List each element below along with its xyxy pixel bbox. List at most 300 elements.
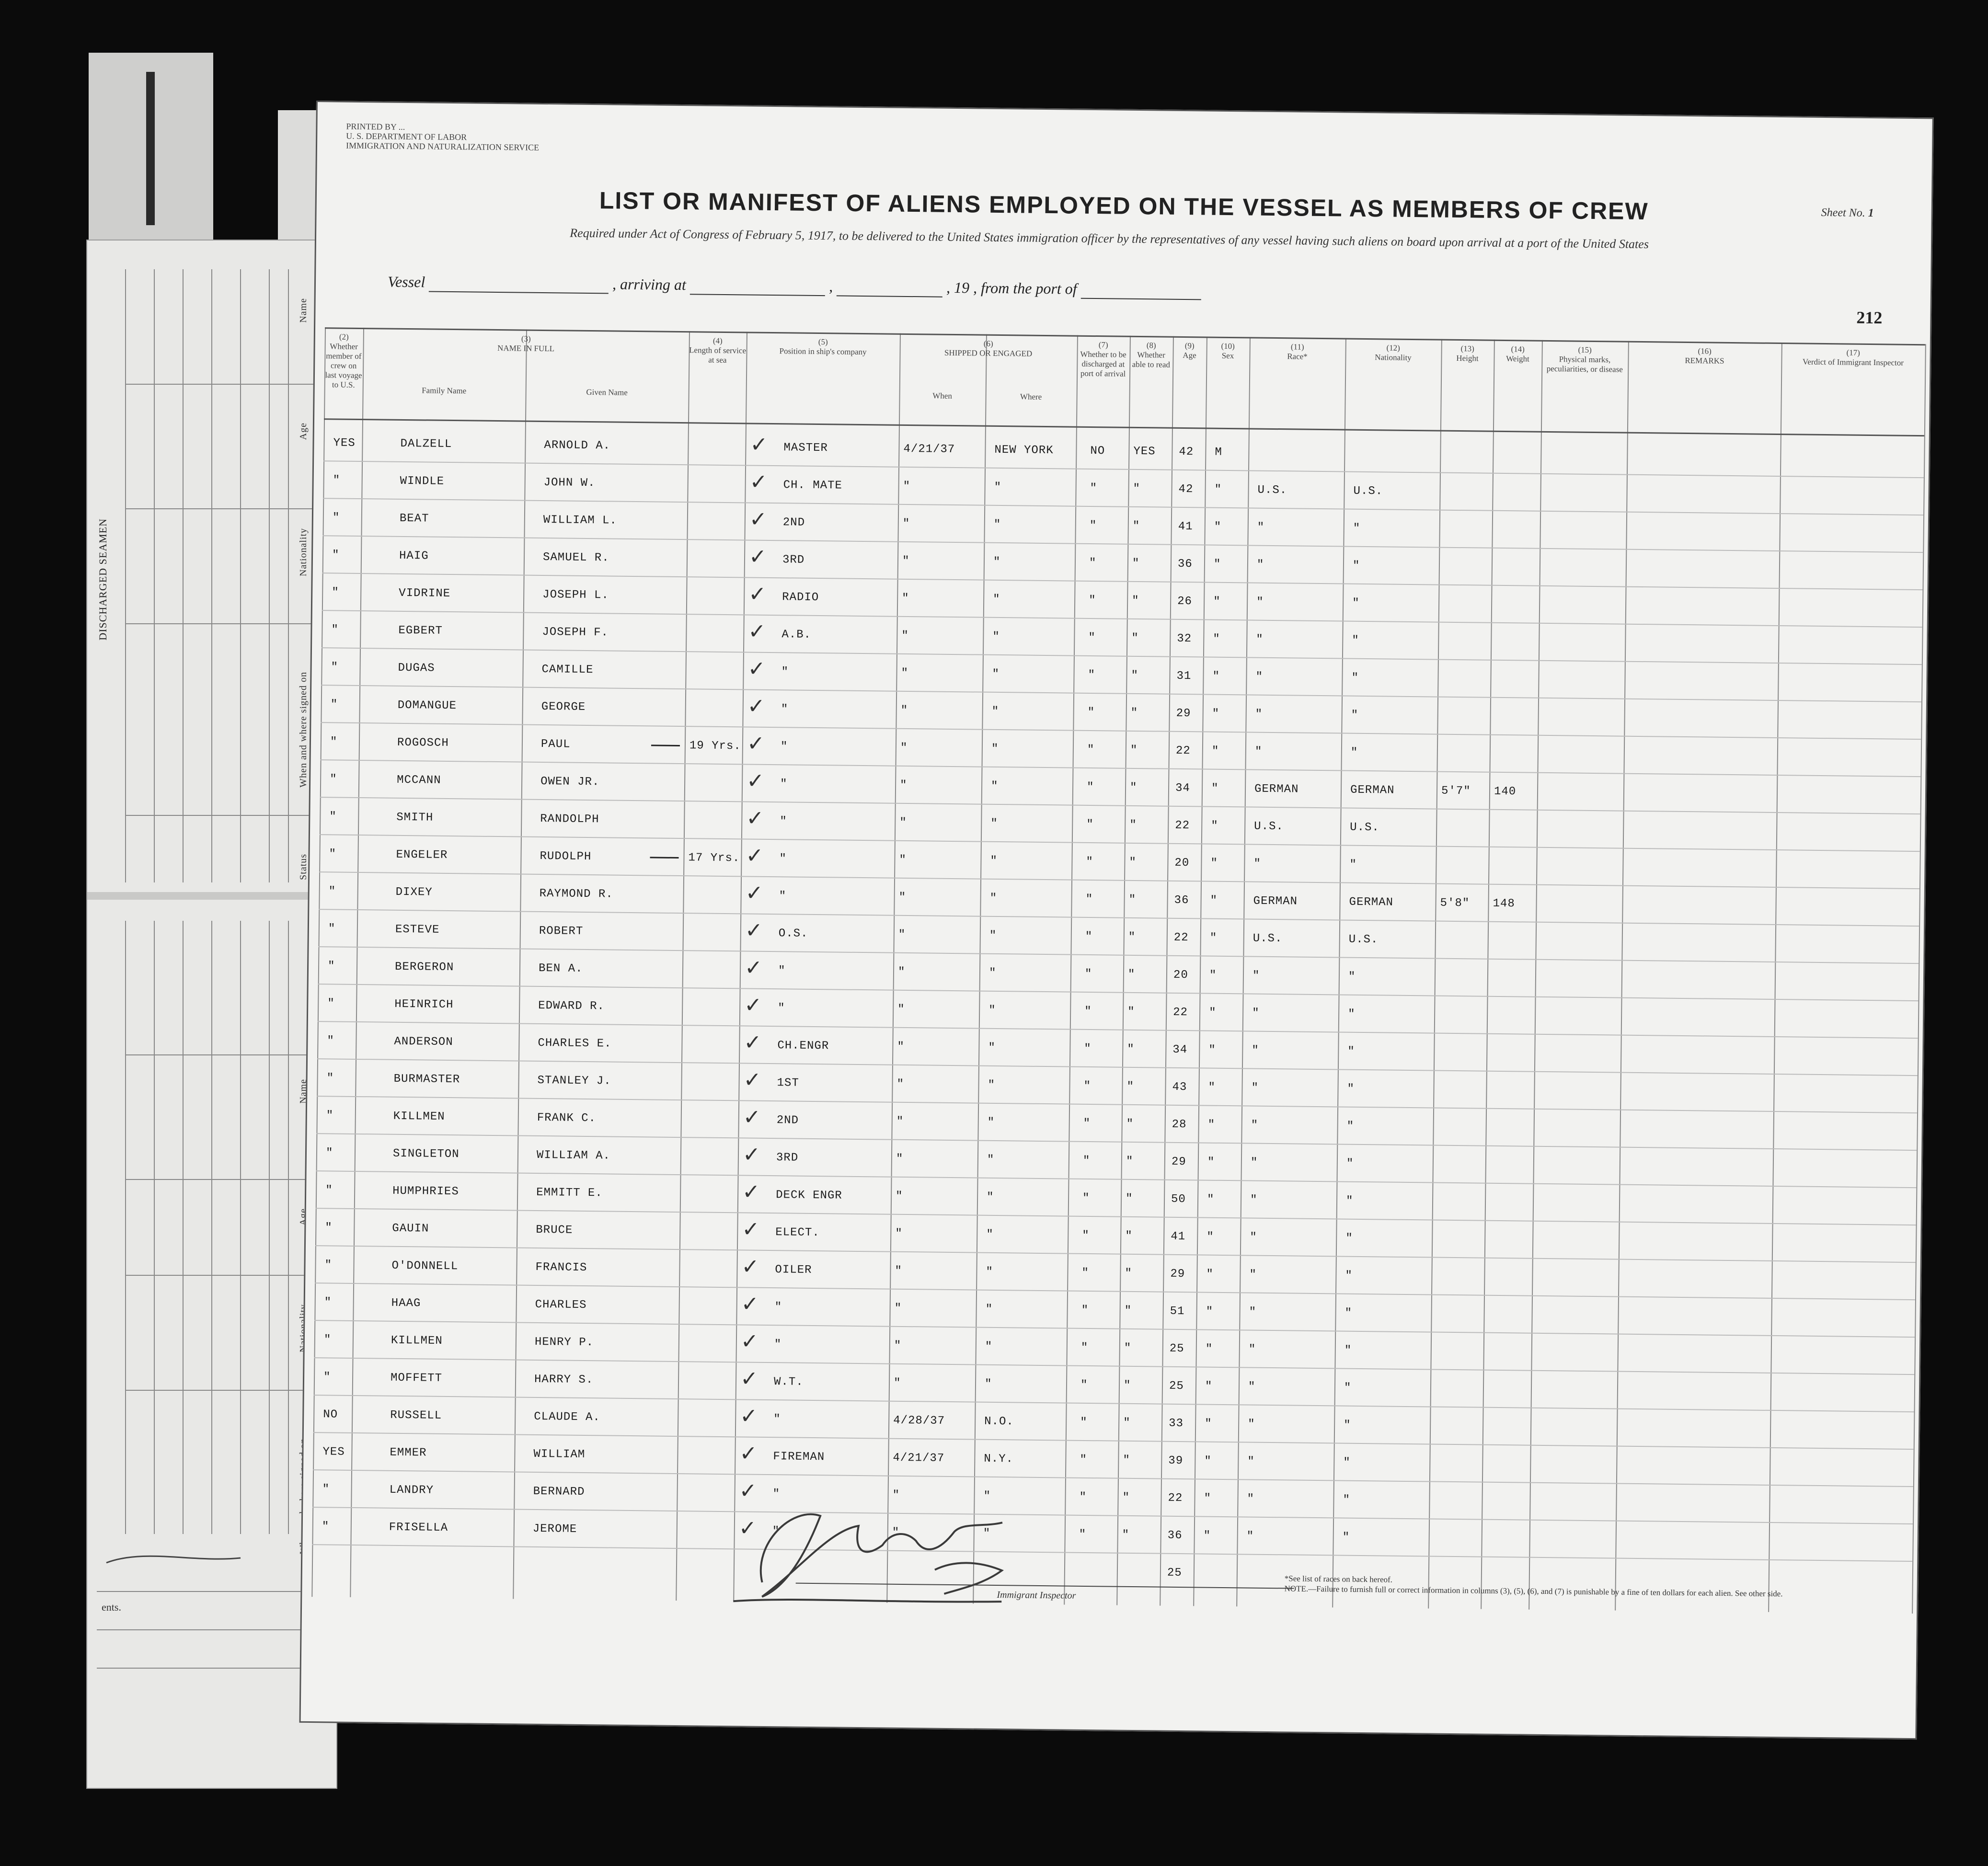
cell-read: " (1123, 1379, 1131, 1392)
cell-age: 26 (1177, 595, 1193, 608)
cell-age: 22 (1173, 1006, 1188, 1019)
cell-age: 42 (1178, 482, 1194, 496)
arriving-port-field (690, 281, 826, 296)
cell-sex: " (1210, 857, 1218, 870)
cell-sex: " (1205, 1417, 1212, 1431)
cell-age: 33 (1169, 1417, 1184, 1431)
cell-when: " (895, 1264, 903, 1278)
cell-nationality: U.S. (1350, 821, 1379, 835)
cell-nationality: " (1349, 858, 1357, 871)
cell-when: 4/21/37 (893, 1451, 945, 1465)
cell-family: ESTEVE (395, 923, 440, 937)
cell-discharged: " (1088, 668, 1096, 682)
cell-nationality: GERMAN (1349, 895, 1394, 909)
cell-position: " (781, 703, 789, 716)
column-header-label: Family Name (422, 386, 467, 396)
cell-prev: NO (323, 1408, 338, 1421)
printer-line-3: IMMIGRATION AND NATURALIZATION SERVICE (345, 140, 540, 152)
cell-when: " (902, 517, 910, 531)
cell-age: 41 (1171, 1230, 1186, 1244)
cell-nationality: " (1344, 1419, 1351, 1432)
cell-where: NEW YORK (994, 443, 1054, 458)
cell-read: " (1129, 856, 1137, 870)
cell-nationality: " (1344, 1381, 1352, 1395)
column-header (986, 392, 1077, 402)
cell-where: " (983, 1527, 991, 1540)
cell-position: 3RD (776, 1151, 799, 1165)
cell-given: GEORGE (541, 700, 586, 714)
cell-nationality: " (1351, 709, 1359, 722)
cell-when: " (900, 704, 908, 718)
cell-when: " (896, 1115, 904, 1128)
cell-discharged: " (1084, 1042, 1092, 1056)
cell-nationality: " (1352, 559, 1360, 572)
cell-given: PAUL (540, 737, 571, 751)
cell-given: CAMILLE (541, 663, 594, 677)
cell-sex: " (1211, 819, 1218, 833)
column-header-label: NAME IN FULL (497, 343, 555, 354)
cell-race: " (1256, 558, 1264, 572)
cell-when: " (901, 666, 909, 680)
cell-given: CHARLES (535, 1298, 587, 1312)
cell-nationality: " (1346, 1120, 1355, 1133)
cell-service: 19 Yrs. (689, 739, 741, 753)
cell-prev: " (331, 661, 339, 674)
checkmark-icon: ✓ (741, 1292, 759, 1317)
column-header-number: (17) (1846, 348, 1860, 357)
column-header (1172, 341, 1206, 361)
column-header-label: Given Name (586, 387, 628, 397)
cell-race: GERMAN (1253, 894, 1298, 908)
cell-discharged: " (1086, 855, 1093, 869)
checkmark-icon: ✓ (743, 1105, 761, 1130)
printer-line-2: U. S. DEPARTMENT OF LABOR (346, 131, 467, 142)
cell-prev: " (325, 1146, 333, 1160)
cell-position: RADIO (782, 591, 819, 605)
cell-where: " (992, 667, 1000, 681)
checkmark-icon: ✓ (746, 806, 764, 831)
cell-read: " (1127, 1005, 1135, 1019)
cell-read: " (1127, 1042, 1135, 1056)
cell-age: 34 (1175, 781, 1191, 795)
column-header (324, 332, 363, 390)
cell-discharged: " (1090, 481, 1098, 495)
cell-prev: " (330, 735, 338, 749)
cell-prev: " (329, 847, 337, 861)
cell-race: " (1249, 1305, 1257, 1319)
column-header-label: Whether able to read (1132, 350, 1171, 369)
cell-age: 34 (1172, 1043, 1188, 1057)
cell-position: " (773, 1413, 781, 1426)
cell-when: " (898, 891, 907, 904)
cell-sex: " (1208, 1043, 1216, 1057)
from-port-label: from the port of (980, 279, 1077, 298)
cell-prev: " (327, 1034, 334, 1048)
cell-when: " (902, 554, 910, 568)
cell-discharged: " (1088, 631, 1096, 645)
column-header-label: REMARKS (1685, 355, 1724, 366)
cell-given: RAYMOND R. (539, 887, 613, 901)
cell-race: U.S. (1257, 483, 1287, 497)
footnote-penalty: NOTE.—Failure to furnish full or correct information in columns (3), (5), (6), and (7) is punishable by a fine of ten dollars for each alien. See other side. (1284, 1584, 1783, 1599)
cell-given: STANLEY J. (537, 1074, 611, 1088)
cell-when: " (899, 853, 907, 867)
cell-given: RANDOLPH (540, 812, 599, 826)
vessel-label: Vessel (387, 273, 425, 291)
cell-sex: " (1209, 969, 1217, 982)
arrival-date-field (837, 282, 942, 297)
sheet-number-label: Sheet No. (1821, 206, 1865, 219)
cell-prev: " (329, 810, 337, 824)
cell-age: 36 (1167, 1529, 1183, 1543)
column-header-label: Physical marks, peculiarities, or disease (1546, 355, 1623, 374)
cell-given: OWEN JR. (540, 775, 600, 789)
cell-when: " (897, 1040, 905, 1053)
cell-prev: " (325, 1184, 333, 1197)
back-footer-text: ents. (102, 1601, 121, 1613)
checkmark-icon: ✓ (740, 1366, 758, 1391)
cell-given: FRANK C. (537, 1111, 597, 1125)
cell-given: EDWARD R. (538, 999, 605, 1013)
column-header (1628, 346, 1781, 366)
cell-nationality: " (1346, 1157, 1354, 1170)
cell-when: " (897, 1003, 905, 1016)
cell-position: " (781, 665, 789, 679)
cell-position: CH. MATE (783, 479, 843, 492)
cell-nationality: " (1345, 1269, 1353, 1282)
cell-position: " (772, 1488, 781, 1501)
from-port-field (1080, 285, 1201, 300)
cell-read: " (1131, 631, 1139, 645)
cell-position: ELECT. (775, 1226, 820, 1240)
printer-imprint (346, 122, 540, 152)
cell-read: " (1130, 706, 1138, 720)
year-label: 19 (954, 278, 970, 297)
checkmark-icon: ✓ (746, 843, 764, 868)
inspector-label: Immigrant Inspector (997, 1590, 1076, 1601)
pen-dash (651, 744, 680, 746)
cell-race: " (1251, 1119, 1259, 1132)
cell-given: JOHN W. (543, 476, 596, 490)
cell-race: " (1252, 1044, 1259, 1057)
checkmark-icon: ✓ (745, 918, 763, 943)
cell-nationality: " (1352, 634, 1359, 647)
cell-family: VIDRINE (399, 586, 451, 600)
column-header-label: Height (1456, 353, 1479, 363)
cell-family: SINGLETON (392, 1147, 460, 1161)
cell-discharged: " (1081, 1304, 1089, 1317)
cell-position: " (779, 852, 787, 866)
cell-discharged: " (1082, 1154, 1091, 1168)
cell-read: " (1126, 1155, 1134, 1168)
cell-sex: " (1204, 1454, 1212, 1468)
column-header-number: (16) (1698, 346, 1712, 356)
column-header (1249, 342, 1345, 362)
checkmark-icon: ✓ (749, 469, 768, 494)
cell-prev: " (324, 1259, 333, 1272)
cell-family: LANDRY (389, 1483, 434, 1497)
cell-prev: " (325, 1221, 333, 1235)
cell-age: 22 (1175, 744, 1191, 758)
cell-prev: " (327, 960, 335, 973)
cell-nationality: " (1342, 1531, 1350, 1544)
cell-discharged: " (1086, 818, 1094, 832)
cell-family: HAIG (399, 549, 429, 563)
footnote-races: *See list of races on back hereof. (1284, 1574, 1393, 1584)
checkmark-icon: ✓ (739, 1478, 757, 1503)
cell-given: JOSEPH F. (542, 625, 609, 640)
cell-prev: " (330, 698, 338, 711)
cell-given: EMMITT E. (536, 1186, 603, 1200)
cell-position: A.B. (781, 628, 812, 641)
cell-sex: " (1204, 1492, 1212, 1505)
cell-when: " (900, 741, 908, 755)
cell-sex: " (1214, 483, 1222, 496)
cell-when: " (895, 1227, 903, 1240)
cell-nationality: " (1347, 1045, 1355, 1058)
cell-race: " (1250, 1193, 1258, 1207)
back-label-age: Age (298, 423, 309, 440)
column-header (1345, 343, 1441, 363)
cell-when: " (899, 816, 907, 829)
cell-nationality: " (1348, 970, 1356, 984)
checkmark-icon: ✓ (739, 1441, 758, 1466)
cell-race: " (1256, 633, 1264, 646)
cell-where: " (985, 1340, 993, 1353)
cell-where: " (983, 1489, 991, 1503)
cell-discharged: " (1084, 1005, 1092, 1019)
cell-sex: " (1207, 1156, 1215, 1169)
cell-position: " (779, 890, 787, 903)
column-header-label: Verdict of Immigrant Inspector (1802, 357, 1904, 367)
cell-given: BEN A. (538, 962, 583, 975)
column-header-number: (7) (1098, 340, 1108, 350)
cell-race: " (1248, 1380, 1256, 1394)
cell-prev: " (326, 1072, 334, 1085)
manifest-page (299, 101, 1934, 1740)
cell-sex: " (1205, 1342, 1213, 1356)
cell-nationality: " (1350, 746, 1358, 759)
checkmark-icon: ✓ (745, 881, 763, 905)
cell-where: " (984, 1377, 992, 1391)
cell-discharged: " (1087, 743, 1095, 757)
column-header (1494, 344, 1541, 364)
cell-where: " (993, 555, 1001, 569)
back-sheet-lines (87, 240, 339, 1788)
column-header-number: (3) (521, 334, 531, 343)
cell-sex: " (1208, 1081, 1216, 1094)
cell-family: ROGOSCH (397, 736, 449, 750)
cell-where: " (985, 1303, 993, 1316)
cell-read: " (1132, 519, 1140, 533)
cell-family: HEINRICH (394, 997, 454, 1012)
cell-race: " (1248, 1343, 1256, 1356)
page-number: 212 (1856, 308, 1883, 328)
cell-age: 41 (1178, 520, 1193, 534)
cell-where: N.O. (984, 1415, 1014, 1429)
cell-discharged: " (1079, 1490, 1087, 1504)
column-header-label: Whether member of crew on last voyage to U.S. (325, 342, 362, 389)
cell-when: " (892, 1488, 900, 1502)
cell-prev: " (327, 997, 335, 1010)
cell-read: " (1132, 557, 1140, 571)
cell-when: " (893, 1376, 901, 1390)
cell-sex: " (1207, 1118, 1216, 1132)
cell-when: " (899, 778, 908, 792)
cell-race: " (1254, 745, 1263, 758)
cell-sex: " (1206, 1305, 1214, 1318)
checkmark-icon: ✓ (749, 507, 768, 532)
cell-family: DALZELL (400, 437, 452, 451)
printer-line-1: PRINTED BY ... (346, 121, 405, 132)
cell-position: " (780, 815, 787, 828)
cell-race: U.S. (1253, 932, 1283, 946)
cell-position: MASTER (783, 441, 828, 455)
back-label-nationality: Nationality (298, 528, 309, 576)
cell-read: " (1129, 818, 1137, 832)
cell-position: 3RD (782, 553, 805, 567)
cell-nationality: " (1345, 1232, 1353, 1245)
cell-age: 32 (1177, 632, 1192, 646)
column-header-number: (11) (1290, 342, 1304, 352)
cell-when: " (894, 1302, 902, 1315)
cell-position: 2ND (782, 516, 805, 529)
column-header-label: Sex (1221, 351, 1234, 361)
cell-race: U.S. (1254, 820, 1284, 834)
cell-prev: " (328, 922, 336, 936)
pen-dash (650, 857, 678, 859)
column-header-number: (5) (818, 337, 828, 347)
checkmark-icon: ✓ (743, 1067, 761, 1092)
column-header (899, 391, 986, 401)
cell-race: " (1247, 1492, 1255, 1506)
cell-age: 29 (1170, 1267, 1185, 1281)
cell-race: " (1255, 708, 1263, 721)
column-header (1441, 344, 1494, 364)
back-tab (89, 53, 213, 244)
cell-prev: " (332, 549, 340, 562)
cell-family: MCCANN (397, 773, 441, 787)
cell-given: JEROME (532, 1522, 577, 1536)
form-subtitle: Required under Act of Congress of February 5, 1917, to be delivered to the United States immigration officer by the representatives of any vessel having such aliens on board upon arrival at a port of the United States (570, 226, 1649, 252)
cell-when: " (895, 1190, 903, 1203)
cell-where: " (993, 593, 1000, 607)
cell-age: 20 (1174, 856, 1190, 870)
cell-age: 25 (1167, 1566, 1182, 1580)
cell-family: HUMPHRIES (392, 1184, 459, 1199)
cell-where: " (988, 1004, 996, 1017)
cell-race: " (1256, 595, 1264, 609)
cell-sex: M (1215, 446, 1222, 459)
cell-where: " (986, 1265, 994, 1279)
cell-read: " (1129, 781, 1138, 795)
cell-position: 2ND (776, 1114, 799, 1127)
checkmark-icon: ✓ (747, 731, 765, 756)
cell-family: KILLMEN (391, 1334, 443, 1348)
cell-sex: " (1212, 707, 1220, 721)
cell-given: ARNOLD A. (544, 439, 611, 453)
cell-discharged: " (1089, 594, 1096, 607)
cell-age: 25 (1169, 1379, 1184, 1393)
cell-sex: " (1210, 894, 1218, 907)
cell-given: WILLIAM L. (543, 514, 618, 527)
checkmark-icon: ✓ (744, 1030, 762, 1055)
checkmark-icon: ✓ (742, 1217, 760, 1242)
cell-where: " (988, 966, 997, 980)
cell-family: BEAT (399, 512, 429, 526)
column-header-number: (9) (1184, 341, 1195, 351)
checkmark-icon: ✓ (740, 1404, 758, 1429)
cell-sex: " (1213, 558, 1221, 571)
cell-position: " (774, 1338, 782, 1351)
cell-nationality: " (1344, 1344, 1352, 1357)
back-label-name: Name (298, 298, 309, 323)
cell-where: " (989, 929, 997, 942)
column-header (1206, 341, 1249, 361)
cell-family: ANDERSON (394, 1035, 453, 1049)
column-header-number: (13) (1460, 344, 1474, 354)
cell-discharged: " (1081, 1266, 1090, 1280)
cell-discharged: NO (1090, 444, 1105, 458)
cell-race: " (1255, 670, 1264, 684)
cell-race: " (1252, 969, 1260, 983)
cell-family: DOMANGUE (397, 698, 457, 713)
back-label-discharged: DISCHARGED SEAMEN (97, 518, 109, 641)
cell-discharged: " (1089, 556, 1097, 570)
cell-age: 31 (1176, 669, 1192, 683)
cell-read: " (1126, 1080, 1135, 1093)
cell-where: " (990, 854, 998, 868)
cell-age: 42 (1179, 445, 1194, 459)
checkmark-icon: ✓ (741, 1254, 759, 1279)
discharged-seamen-sheet (86, 240, 337, 1789)
cell-read: " (1132, 594, 1139, 608)
cell-where: N.Y. (984, 1452, 1014, 1466)
cell-age: 29 (1171, 1155, 1186, 1169)
cell-family: EMMER (390, 1446, 427, 1460)
checkmark-icon: ✓ (742, 1142, 761, 1167)
cell-prev: YES (322, 1445, 345, 1459)
cell-age: 39 (1168, 1454, 1184, 1468)
cell-given: BRUCE (536, 1223, 573, 1237)
cell-prev: " (322, 1483, 330, 1496)
cell-where: " (986, 1228, 994, 1241)
sheet-number-value: 1 (1868, 206, 1874, 220)
cell-sex: " (1207, 1193, 1215, 1206)
cell-given: ROBERT (539, 924, 584, 938)
cell-service: 17 Yrs. (688, 851, 740, 865)
cell-age: 51 (1170, 1305, 1185, 1318)
cell-prev: " (331, 623, 339, 637)
cell-race: " (1253, 857, 1261, 870)
tab-mark (146, 72, 155, 225)
column-header-label: Where (1020, 392, 1042, 401)
cell-nationality: " (1343, 1493, 1351, 1507)
column-header (1781, 347, 1925, 368)
cell-position: DECK ENGR (775, 1189, 842, 1202)
cell-read: " (1122, 1491, 1130, 1504)
cell-nationality: " (1352, 596, 1360, 610)
cell-where: " (991, 742, 999, 756)
checkmark-icon: ✓ (748, 619, 766, 644)
cell-discharged: " (1082, 1191, 1090, 1205)
column-header-number: (10) (1221, 341, 1235, 351)
cell-race: " (1249, 1268, 1257, 1282)
column-header (1077, 340, 1130, 379)
cell-when: " (896, 1152, 904, 1166)
cell-where: " (986, 1191, 994, 1204)
cell-race: " (1246, 1530, 1254, 1543)
